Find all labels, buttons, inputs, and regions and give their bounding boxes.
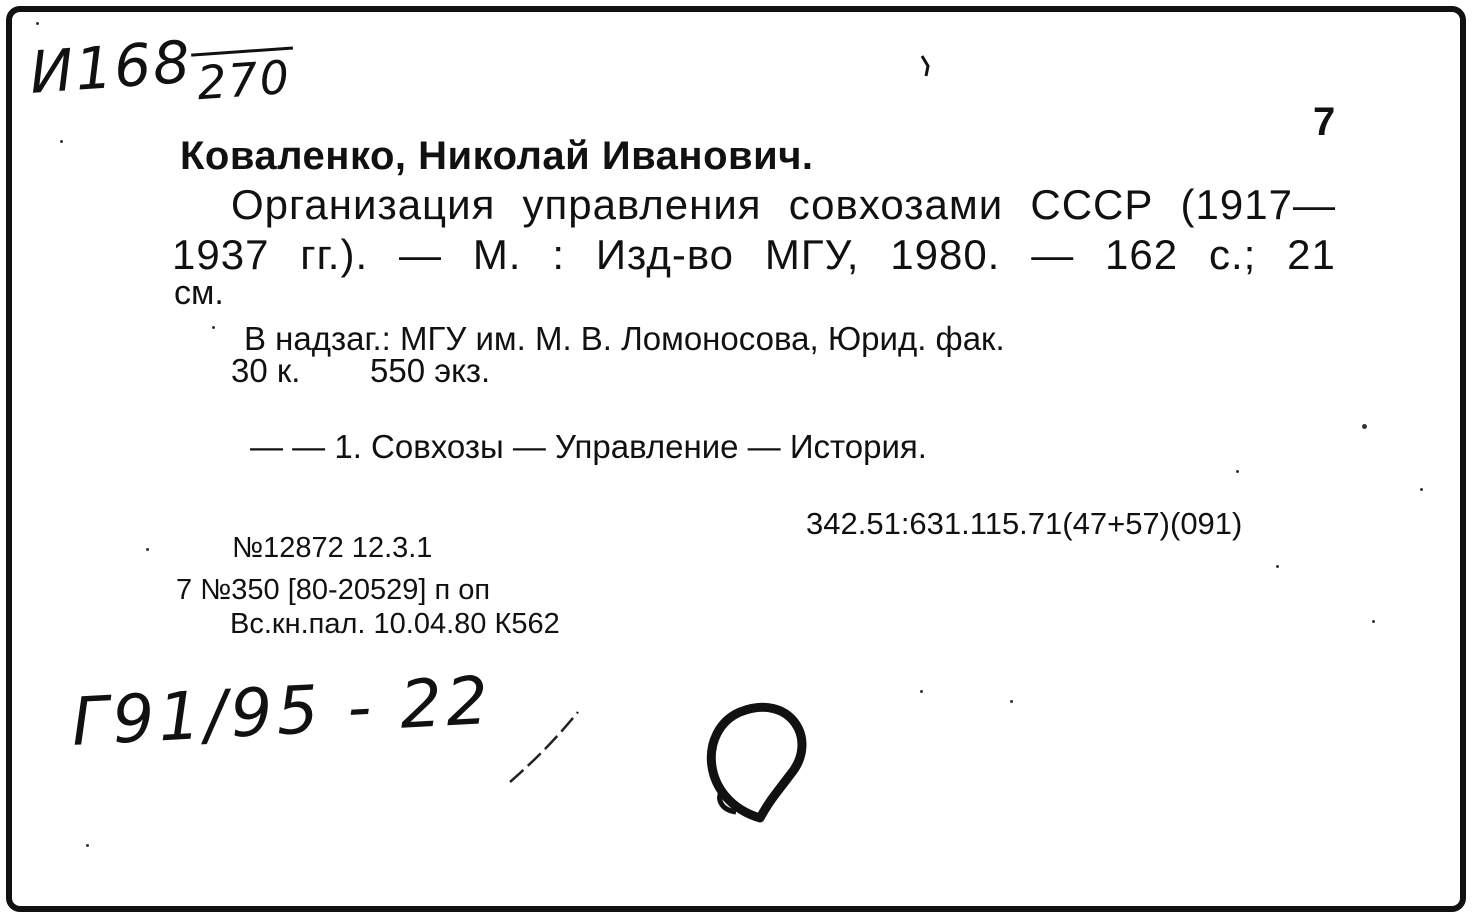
- handwritten-inventory-number: Г91/95 - 22: [69, 661, 494, 761]
- speck: [60, 140, 63, 143]
- title-word: с.;: [1208, 231, 1257, 278]
- call-number-sub: 270: [191, 47, 297, 111]
- order-number: №12872 12.3.1: [232, 532, 433, 564]
- title-word: 162: [1105, 231, 1179, 278]
- title-word: Изд-во: [595, 231, 735, 278]
- speck: [1362, 424, 1367, 429]
- card-number: 7: [1313, 100, 1336, 144]
- subject-heading: — — 1. Совхозы — Управление — История.: [250, 428, 927, 465]
- speck: [36, 22, 39, 25]
- title-word: управления: [522, 181, 762, 228]
- speck: [86, 844, 89, 847]
- title-word: гг.).: [300, 231, 369, 278]
- heading-note: В надзаг.: МГУ им. М. В. Ломоносова, Юрид. фак.: [244, 320, 1005, 357]
- title-word: М.: [472, 231, 522, 278]
- print-run: 550 экз.: [370, 352, 491, 389]
- title-line-3: см.: [174, 274, 224, 312]
- stray-pen-stroke: [510, 712, 578, 782]
- classification-code: 342.51:631.115.71(47+57)(091): [806, 506, 1243, 541]
- print-info: 7 №350 [80-20529] п оп: [176, 574, 491, 606]
- title-word: Организация: [231, 181, 496, 228]
- title-word: СССР: [1030, 181, 1154, 228]
- speck: [1420, 488, 1423, 491]
- speck: [920, 690, 923, 693]
- top-tick-mark: [922, 56, 928, 76]
- call-number-main: И168: [27, 27, 195, 107]
- title-word: —: [1031, 231, 1075, 278]
- speck: [146, 548, 149, 551]
- speck: [212, 326, 215, 329]
- book-chamber-info: Вс.кн.пал. 10.04.80 К562: [230, 608, 560, 640]
- title-word: совхозами: [788, 181, 1004, 228]
- title-word: :: [552, 231, 565, 278]
- title-word: (1917—: [1180, 181, 1336, 228]
- title-word: 21: [1287, 231, 1336, 278]
- hand-drawn-loop: [711, 707, 802, 818]
- title-word: —: [398, 231, 442, 278]
- speck: [1010, 700, 1013, 703]
- speck: [1236, 470, 1239, 473]
- speck: [1276, 565, 1279, 568]
- title-word: МГУ,: [764, 231, 860, 278]
- author-heading: Коваленко, Николай Иванович.: [180, 134, 814, 178]
- price: 30 к.: [231, 352, 301, 389]
- title-word: 1980.: [890, 231, 1001, 278]
- title-word: 1937: [172, 231, 270, 278]
- speck: [1372, 620, 1375, 623]
